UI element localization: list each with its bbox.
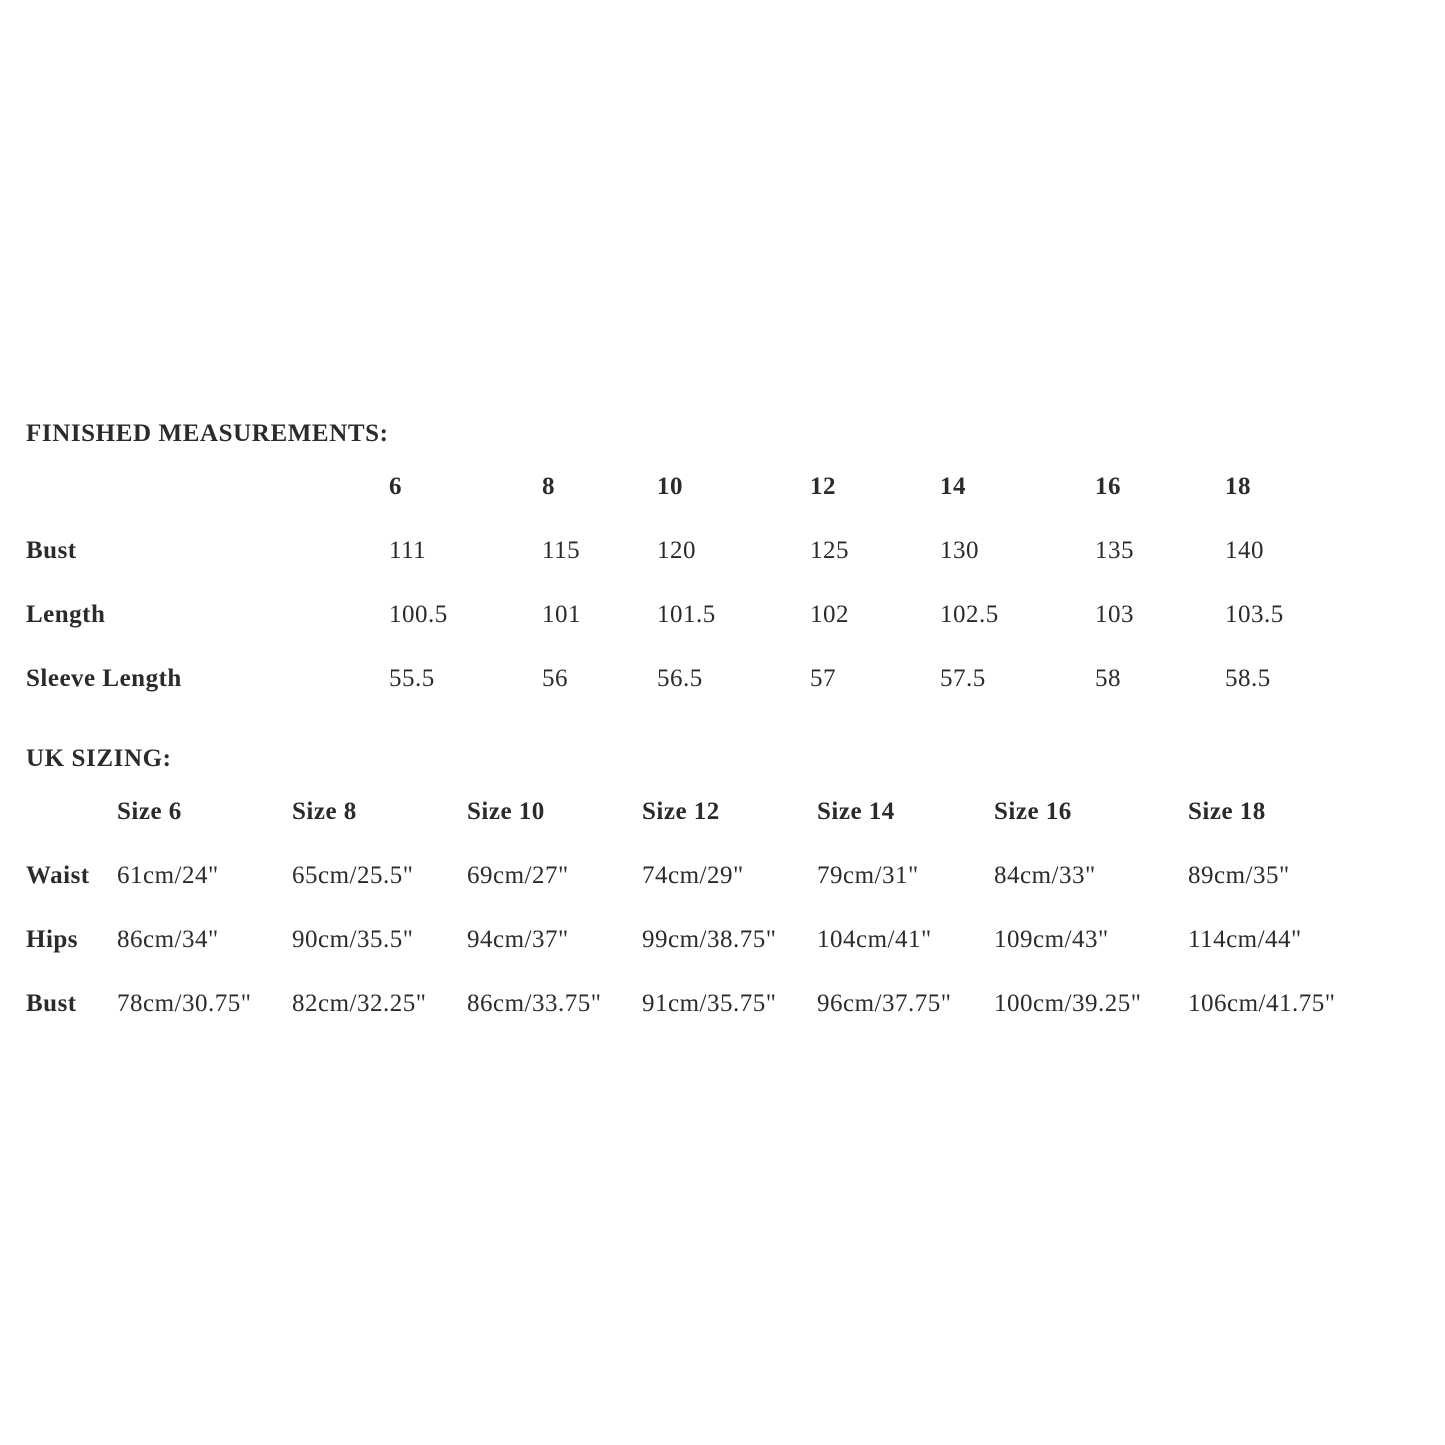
measurement-value: 100cm/39.25"	[994, 990, 1142, 1017]
measurement-value: 55.5	[389, 665, 435, 692]
measurement-value: 91cm/35.75"	[642, 990, 777, 1017]
measurement-value: 102	[810, 601, 849, 628]
measurement-value: 114cm/44"	[1188, 926, 1302, 953]
measurement-value: 74cm/29"	[642, 862, 744, 889]
measurement-value: 102.5	[940, 601, 999, 628]
measurement-value: 69cm/27"	[467, 862, 569, 889]
measurement-value: 111	[389, 537, 427, 564]
uk-size-header: Size 16	[994, 798, 1072, 825]
measurement-value: 79cm/31"	[817, 862, 919, 889]
uk-size-header: Size 10	[467, 798, 545, 825]
finished-size-header: 6	[389, 473, 402, 500]
measurement-value: 104cm/41"	[817, 926, 932, 953]
measurement-value: 94cm/37"	[467, 926, 569, 953]
measurement-value: 58	[1095, 665, 1121, 692]
measurement-value: 82cm/32.25"	[292, 990, 427, 1017]
measurement-value: 57	[810, 665, 836, 692]
measurement-value: 101	[542, 601, 581, 628]
measurement-value: 57.5	[940, 665, 986, 692]
measurement-value: 58.5	[1225, 665, 1271, 692]
row-label: Sleeve Length	[26, 665, 182, 692]
finished-size-header: 12	[810, 473, 836, 500]
measurement-value: 109cm/43"	[994, 926, 1109, 953]
row-label: Hips	[26, 926, 79, 953]
row-label: Bust	[26, 990, 77, 1017]
measurement-value: 101.5	[657, 601, 716, 628]
uk-size-header: Size 12	[642, 798, 720, 825]
uk-size-header: Size 8	[292, 798, 357, 825]
measurement-value: 125	[810, 537, 849, 564]
finished-size-header: 14	[940, 473, 966, 500]
uk-size-header: Size 18	[1188, 798, 1266, 825]
measurement-value: 89cm/35"	[1188, 862, 1290, 889]
measurement-value: 120	[657, 537, 696, 564]
finished-size-header: 10	[657, 473, 683, 500]
measurement-value: 84cm/33"	[994, 862, 1096, 889]
measurement-value: 103	[1095, 601, 1134, 628]
finished-size-header: 8	[542, 473, 555, 500]
row-label: Bust	[26, 537, 77, 564]
measurement-value: 103.5	[1225, 601, 1284, 628]
measurement-value: 65cm/25.5"	[292, 862, 414, 889]
row-label: Waist	[26, 862, 90, 889]
measurement-value: 61cm/24"	[117, 862, 219, 889]
measurement-value: 106cm/41.75"	[1188, 990, 1336, 1017]
finished-measurements-title: FINISHED MEASUREMENTS:	[26, 420, 389, 447]
measurement-value: 100.5	[389, 601, 448, 628]
measurement-value: 115	[542, 537, 581, 564]
measurement-value: 86cm/33.75"	[467, 990, 602, 1017]
measurement-value: 96cm/37.75"	[817, 990, 952, 1017]
measurement-value: 99cm/38.75"	[642, 926, 777, 953]
measurement-value: 140	[1225, 537, 1264, 564]
measurement-value: 86cm/34"	[117, 926, 219, 953]
measurement-value: 78cm/30.75"	[117, 990, 252, 1017]
measurement-value: 56.5	[657, 665, 703, 692]
measurement-value: 56	[542, 665, 568, 692]
measurement-value: 130	[940, 537, 979, 564]
uk-sizing-title: UK SIZING:	[26, 745, 172, 772]
measurement-value: 90cm/35.5"	[292, 926, 414, 953]
finished-size-header: 18	[1225, 473, 1251, 500]
finished-size-header: 16	[1095, 473, 1121, 500]
uk-size-header: Size 6	[117, 798, 182, 825]
measurement-value: 135	[1095, 537, 1134, 564]
uk-size-header: Size 14	[817, 798, 895, 825]
row-label: Length	[26, 601, 106, 628]
